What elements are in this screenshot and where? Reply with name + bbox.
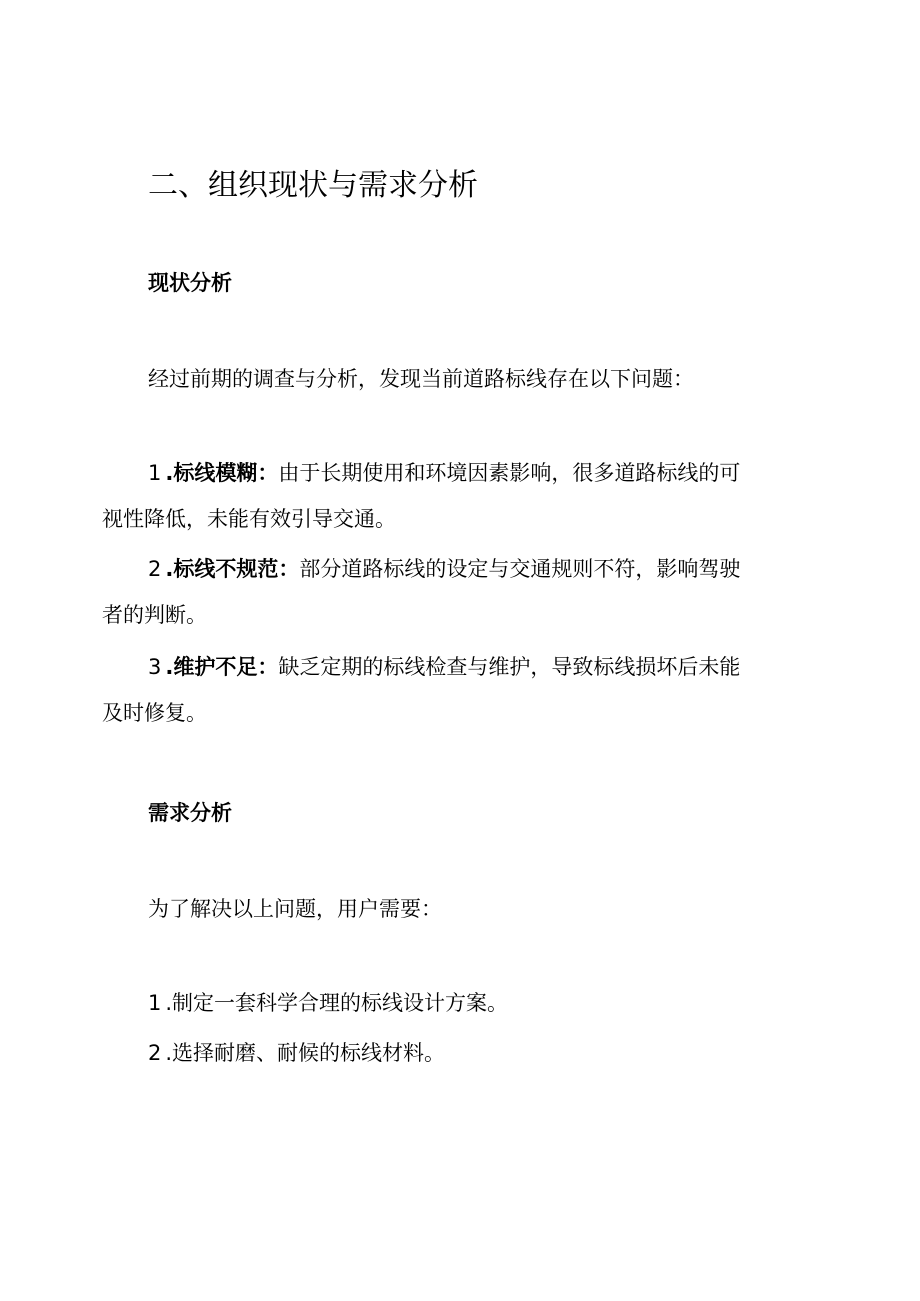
problem-item-label: .维护不足： bbox=[165, 655, 279, 679]
problem-item-text: 部分道路标线的设定与交通规则不符，影响驾驶 bbox=[299, 557, 741, 581]
need-item-number: 2 bbox=[148, 1041, 162, 1065]
problem-item-text: 由于长期使用和环境因素影响，很多道路标线的可 bbox=[278, 461, 741, 485]
need-item-text: .选择耐磨、耐候的标线材料。 bbox=[165, 1041, 446, 1065]
problem-item-text-continued: 者的判断。 bbox=[102, 603, 207, 627]
current-heading: 现状分析 bbox=[148, 271, 232, 295]
need-item-text: .制定一套科学合理的标线设计方案。 bbox=[165, 991, 509, 1015]
problem-item-label: .标线不规范： bbox=[165, 557, 300, 581]
problem-item-3 bbox=[102, 652, 818, 725]
problem-item-2 bbox=[102, 554, 818, 627]
problem-item-number: 3 bbox=[148, 655, 162, 679]
need-item-2 bbox=[148, 1038, 445, 1068]
problem-item-number: 1 bbox=[148, 461, 162, 485]
needs-intro: 为了解决以上问题，用户需要： bbox=[148, 897, 442, 921]
current-intro: 经过前期的调查与分析，发现当前道路标线存在以下问题： bbox=[148, 367, 694, 391]
problem-item-label: .标线模糊： bbox=[165, 461, 279, 485]
problem-item-1 bbox=[102, 458, 818, 531]
problem-item-number: 2 bbox=[148, 557, 162, 581]
needs-heading: 需求分析 bbox=[148, 801, 232, 825]
need-item-1 bbox=[148, 988, 508, 1018]
problem-item-text-continued: 及时修复。 bbox=[102, 701, 207, 725]
problem-item-text-continued: 视性降低，未能有效引导交通。 bbox=[102, 507, 396, 531]
problem-item-text: 缺乏定期的标线检查与维护，导致标线损坏后未能 bbox=[278, 655, 741, 679]
need-item-number: 1 bbox=[148, 991, 162, 1015]
section-title: 二、组织现状与需求分析 bbox=[148, 168, 478, 203]
